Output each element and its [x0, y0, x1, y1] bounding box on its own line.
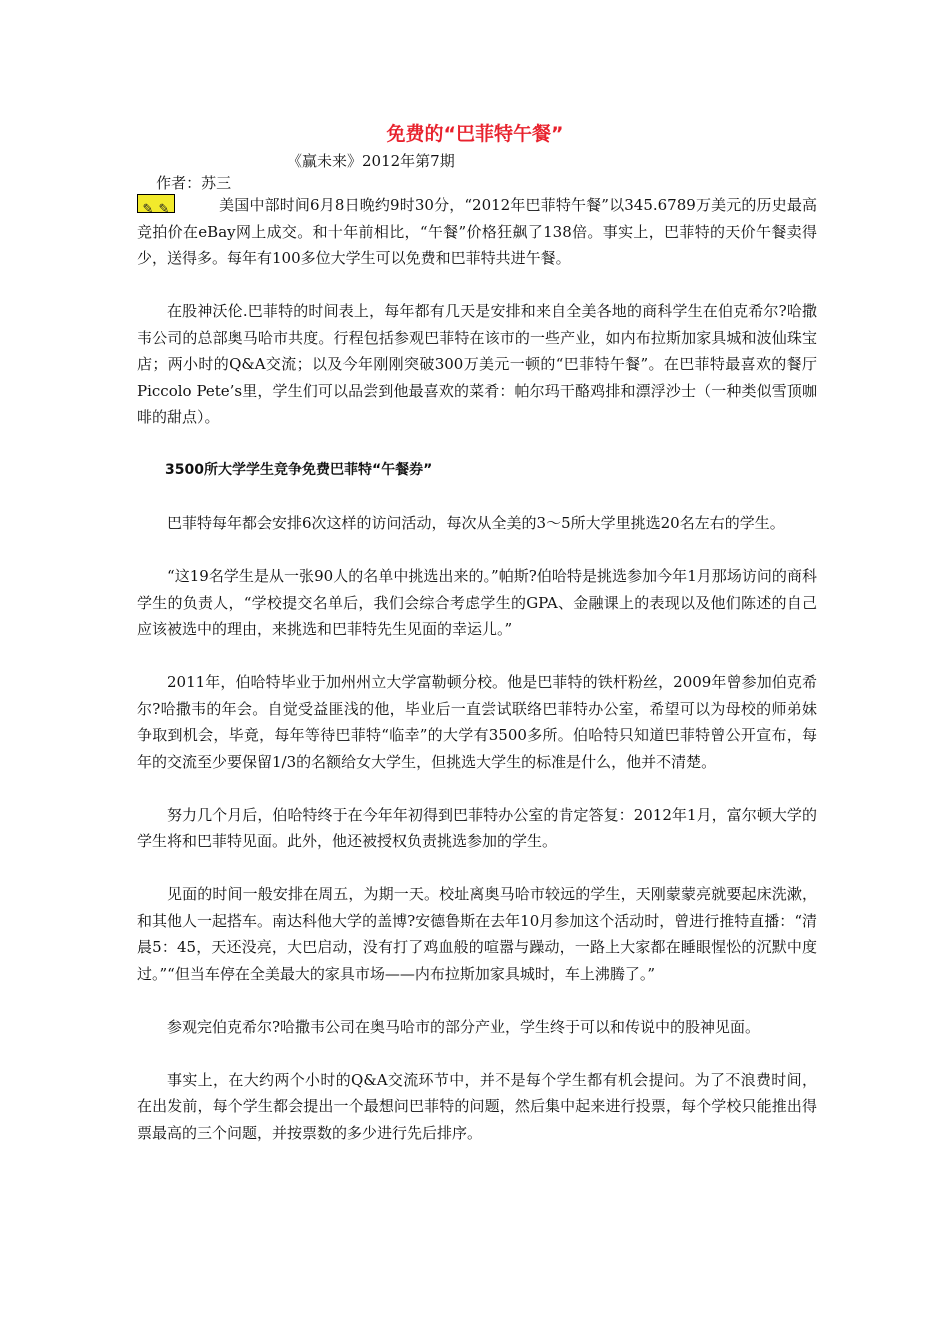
paragraph: “这19名学生是从一张90人的名单中挑选出来的。”帕斯?伯哈特是挑选参加今年1月那场访问的商科学生的负责人，“学校提交名单后，我们会综合考虑学生的GPA、金融课上的表现以及他们陈述的自己应该被选中的理由，来挑选和巴菲特先生见面的幸运儿。”: [137, 567, 817, 638]
paragraph: 见面的时间一般安排在周五，为期一天。校址离奥马哈市较远的学生，天刚蒙蒙亮就要起床洗漱，和其他人一起搭车。南达科他大学的盖博?安德鲁斯在去年10月参加这个活动时，曾进行推特直播：“清晨5：45，天还没亮，大巴启动，没有打了鸡血般的喧嚣与躁动，一路上大家都在睡眼惺忪的沉默中度过。”“但当车停在全美最大的家具市场——内布拉斯加家具城时，车上沸腾了。”: [137, 885, 817, 983]
paragraph: 在股神沃伦.巴菲特的时间表上，每年都有几天是安排和来自全美各地的商科学生在伯克希尔?哈撒韦公司的总部奥马哈市共度。行程包括参观巴菲特在该市的一些产业，如内布拉斯加家具城和波仙珠宝店；两小时的Q&A交流；以及今年刚刚突破300万美元一顿的“巴菲特午餐”。在巴菲特最喜欢的餐厅Piccolo Pete’s里，学生们可以品尝到他最喜欢的菜肴：帕尔玛干酪鸡排和漂浮沙士（一种类似雪顶咖啡的甜点）。: [137, 302, 817, 426]
section-heading: 3500所大学学生竞争免费巴菲特“午餐券”: [165, 462, 433, 478]
paragraph: 参观完伯克希尔?哈撒韦公司在奥马哈市的部分产业，学生终于可以和传说中的股神见面。: [167, 1017, 761, 1036]
paragraph: 事实上，在大约两个小时的Q&A交流环节中，并不是每个学生都有机会提问。为了不浪费时间，在出发前，每个学生都会提出一个最想问巴菲特的问题，然后集中起来进行投票，每个学校只能推出得票最高的三个问题，并按票数的多少进行先后排序。: [137, 1070, 817, 1142]
author-line: 作者：苏三: [156, 174, 232, 192]
article-body: [137, 192, 817, 1173]
paragraph: 2011年，伯哈特毕业于加州州立大学富勒顿分校。他是巴菲特的铁杆粉丝，2009年曾参加伯克希尔?哈撒韦的年会。自觉受益匪浅的他，毕业后一直尝试联络巴菲特办公室，希望可以为母校的师弟妹争取到机会，毕竟，每年等待巴菲特“临幸”的大学有3500多所。伯哈特只知道巴菲特曾公开宣布，每年的交流至少要保留1/3的名额给女大学生，但挑选大学生的标准是什么，他并不清楚。: [137, 673, 817, 771]
article-title: 免费的“巴菲特午餐”: [386, 123, 564, 145]
paragraph: 巴菲特每年都会安排6次这样的访问活动，每次从全美的3～5所大学里挑选20名左右的学生。: [167, 514, 785, 532]
paragraph: [137, 192, 817, 272]
paragraph-text: 美国中部时间6月8日晚约9时30分，“2012年巴菲特午餐”以345.6789万美元的历史最高竞拍价在eBay网上成交。和十年前相比，“午餐”价格狂飙了138倍。事实上，巴菲特的天价午餐卖得少，送得多。每年有100多位大学生可以免费和巴菲特共进午餐。: [137, 196, 817, 267]
inline-icon-group: [137, 194, 175, 217]
paragraph: 努力几个月后，伯哈特终于在今年年初得到巴菲特办公室的肯定答复：2012年1月，富尔顿大学的学生将和巴菲特见面。此外，他还被授权负责挑选参加的学生。: [137, 805, 817, 850]
pen-icon: ✎: [142, 202, 154, 217]
pen-icon: ✎: [158, 202, 170, 217]
source-line: 《赢未来》2012年第7期: [287, 152, 455, 170]
